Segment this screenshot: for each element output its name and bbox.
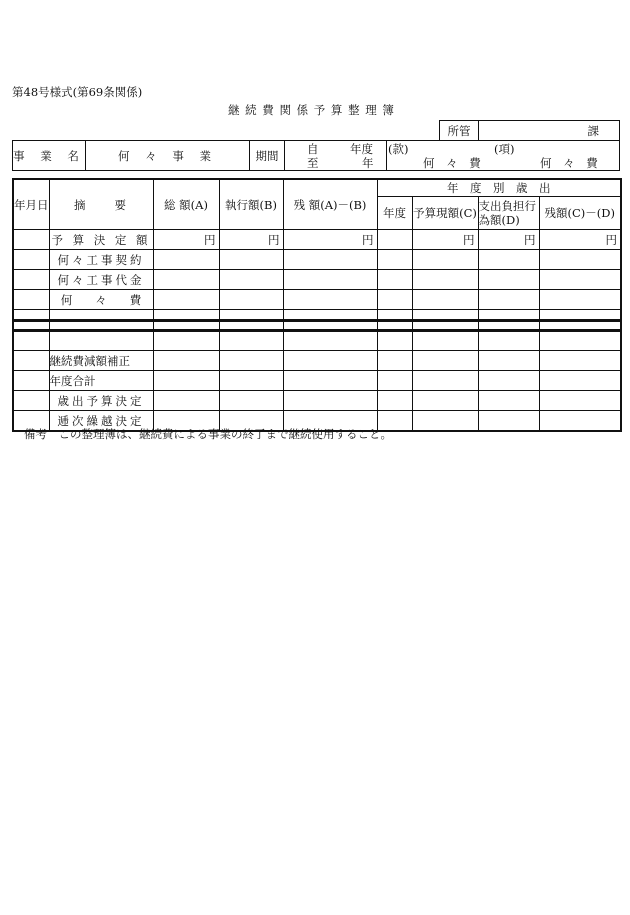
ledger-table-upper (12, 178, 622, 331)
col-header-budget-current: 予算現額(C) (412, 197, 478, 230)
yen-unit: 円 (478, 230, 539, 250)
table-row (13, 290, 621, 310)
table-row (13, 270, 621, 290)
period-from-label: 自 (307, 142, 319, 156)
yen-unit: 円 (412, 230, 478, 250)
kan-value: 何 々 費 (423, 156, 485, 170)
period-label: 期間 (250, 141, 285, 171)
project-name-label: 事 業 名 (13, 141, 86, 171)
page-title: 継 続 費 関 係 予 算 整 理 簿 (228, 103, 395, 117)
period-to-label: 至 (307, 156, 319, 170)
row-summary: 何 々 費 (49, 290, 153, 310)
row-summary: 逓次繰越決定 (49, 411, 153, 432)
kan-label: (款) (388, 142, 409, 156)
budget-category-field (387, 141, 620, 171)
row-summary: 何々工事代金 (49, 270, 153, 290)
col-header-annual-group: 年 度 別 歳 出 (377, 179, 621, 197)
col-header-date: 年月日 (13, 179, 49, 230)
col-header-annual-remaining: 残額(C)－(D) (539, 197, 621, 230)
row-summary: 年度合計 (49, 371, 153, 391)
table-row (13, 250, 621, 270)
row-summary (49, 331, 153, 351)
office-box (439, 120, 620, 141)
table-row (13, 331, 621, 351)
table-row (13, 371, 621, 391)
table-row (13, 391, 621, 411)
period-year-label: 年 (362, 156, 374, 170)
yen-unit: 円 (219, 230, 283, 250)
office-label: 所管 (440, 121, 479, 141)
yen-unit: 円 (283, 230, 377, 250)
office-unit: 課 (479, 121, 620, 141)
project-name-value: 何 々 事 業 (86, 141, 250, 171)
row-summary: 継続費減額補正 (49, 351, 153, 371)
ledger-table-lower (12, 330, 622, 432)
table-row (13, 351, 621, 371)
col-header-fiscal-year: 年度 (377, 197, 412, 230)
col-header-total: 総 額(A) (153, 179, 219, 230)
col-header-commitment (478, 197, 539, 230)
form-number: 第48号様式(第69条関係) (12, 85, 143, 99)
table-row (13, 230, 621, 250)
project-header (12, 140, 620, 171)
row-summary: 歳出予算決定 (49, 391, 153, 411)
col-header-remaining: 残 額(A)－(B) (283, 179, 377, 230)
separator-band (12, 319, 620, 322)
yen-unit: 円 (539, 230, 621, 250)
col-header-summary: 摘 要 (49, 179, 153, 230)
yen-unit: 円 (153, 230, 219, 250)
col-header-executed: 執行額(B) (219, 179, 283, 230)
period-fiscal-year-label: 年度 (350, 142, 373, 156)
kou-value: 何 々 費 (540, 156, 602, 170)
row-summary: 予 算 決 定 額 (49, 230, 153, 250)
col-header-commitment-line2: 為額(D) (478, 213, 520, 227)
period-field (285, 141, 387, 171)
footnote: 備考 この整理簿は、継続費による事業の終了まで継続使用すること。 (24, 427, 392, 441)
kou-label: (項) (494, 142, 515, 156)
col-header-commitment-line1: 支出負担行 (478, 199, 536, 213)
row-summary: 何々工事契約 (49, 250, 153, 270)
